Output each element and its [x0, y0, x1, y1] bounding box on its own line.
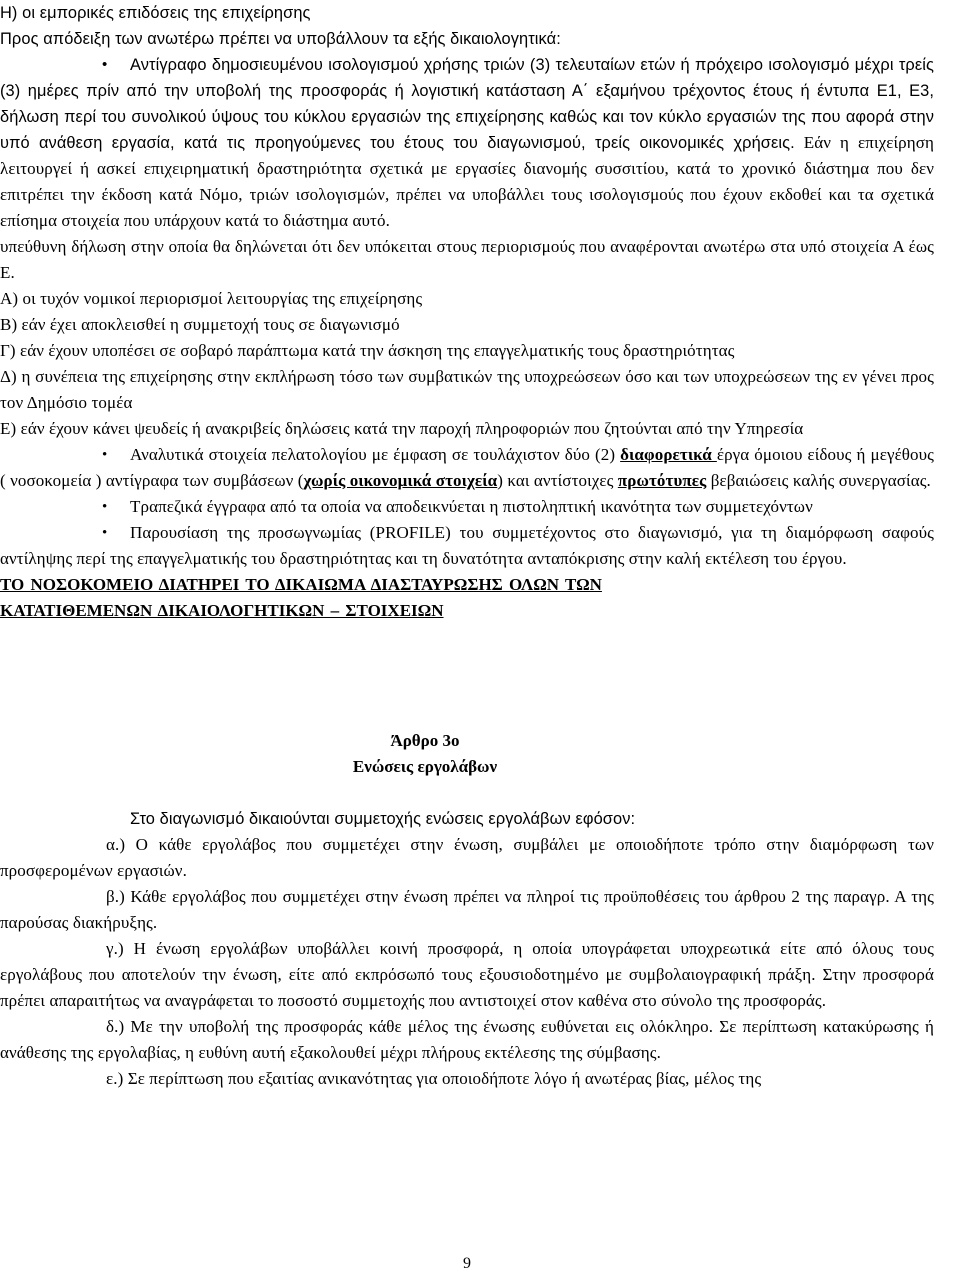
bullet-icon: •: [102, 56, 108, 73]
bullet-clients: [0, 442, 934, 494]
bullet-clients-part3: ) και αντίστοιχες: [497, 471, 618, 490]
article-title: Ενώσεις εργολάβων: [352, 757, 498, 776]
article-number: Άρθρο 3ο: [390, 731, 460, 750]
section-h-intro: Προς απόδειξη των ανωτέρω πρέπει να υποβάλλουν τα εξής δικαιολογητικά:: [0, 30, 561, 48]
bullet-icon: •: [102, 447, 108, 463]
bullet-copy-balance-sheet-cont: Εάν η επιχείρηση λειτουργεί ή ασκεί επιχειρηματική δραστηριότητα σχετικά με εργασίες διανομής συσσιτίου, κατά το χρονικό διάστημα που δεν επιτρέπει την έκδοση κατά Νόμο, τριών ισολογισμών, πρέπει να υποβάλλει τους ισολογισμούς που έχουν εκδοθεί και τα σχετικά επίσημα στοιχεία που υπάρχουν κατά το διάστημα αυτό.: [0, 133, 934, 230]
clause-e: ε.) Σε περίπτωση που εξαιτίας ανικανότητας για οποιοδήποτε λόγο ή ανωτέρας βίας, μέλος της: [106, 1069, 762, 1088]
item-d: Δ) η συνέπεια της επιχείρησης στην εκπλήρωση τόσο των συμβατικών της υποχρεώσεων όσο και των υποχρεώσεων της εν γένει προς τον Δημόσιο τομέα: [0, 367, 934, 412]
declaration-text: υπεύθυνη δήλωση στην οποία θα δηλώνεται ότι δεν υπόκειται στους περιορισμούς που αναφέρονται ανωτέρω στα υπό στοιχεία Α έως Ε.: [0, 237, 934, 282]
clause-d: δ.) Με την υποβολή της προσφοράς κάθε μέλος της ένωσης ευθύνεται εις ολόκληρο. Σε περίπτωση κατακύρωσης ή ανάθεσης της εργολαβίας, η ευθύνη αυτή εξακολουθεί μέχρι πλήρους εκτέλεσης της σύμβασης.: [0, 1017, 934, 1062]
bullet-clients-bold3: πρωτότυπες: [617, 471, 707, 490]
bullet-profile-text: Παρουσίαση της προσωγνωμίας (PROFILE) του συμμετέχοντος στο διαγωνισμό, για τη διαμόρφωση σαφούς αντίληψης περί της επαγγελματικής του δραστηριότητας και τη δυνατότητα ανταπόκρισης στην καλή εκτέλεση του έργου.: [0, 523, 934, 568]
page-number: 9: [463, 1255, 471, 1272]
bullet-clients-part2: έργα όμοιου είδους ή μεγέθους ( νοσοκομεία ) αντίγραφα των συμβάσεων (: [0, 445, 934, 490]
bullet-bank: [0, 494, 934, 520]
spacer: [0, 780, 934, 806]
clause-g: γ.) Η ένωση εργολάβων υποβάλλει κοινή προσφορά, η οποία υπογράφεται υποχρεωτικά είτε από όλους τους εργολάβους που αποτελούν την ένωση, είτε από εκπρόσωπό τους εξουσιοδοτημένο με συμβολαιογραφική πράξη. Στην προσφορά πρέπει απαραιτήτως να αναγράφεται το ποσοστό συμμετοχής που αντιστοιχεί στον καθένα στο σύνολο της προσφοράς.: [0, 939, 934, 1010]
bullet-clients-bold1: διαφορετικά: [620, 445, 717, 464]
item-e: Ε) εάν έχουν κάνει ψευδείς ή ανακριβείς δηλώσεις κατά την παροχή πληροφοριών που ζητούνται από την Υπηρεσία: [0, 419, 804, 438]
bullet-clients-part1: Αναλυτικά στοιχεία πελατολογίου με έμφαση σε τουλάχιστον δύο (2): [130, 445, 621, 464]
bullet-clients-bold2: χωρίς οικονομικά στοιχεία: [303, 471, 498, 490]
section-h-title: Η) οι εμπορικές επιδόσεις της επιχείρησης: [0, 4, 311, 22]
spacer: [0, 624, 934, 728]
bullet-clients-part4: βεβαιώσεις καλής συνεργασίας.: [706, 471, 931, 490]
notice-line-2: ΚΑΤΑΤΙΘΕΜΕΝΩΝ ΔΙΚΑΙΟΛΟΓΗΤΙΚΩΝ – ΣΤΟΙΧΕΙΩΝ: [0, 601, 444, 620]
item-b: Β) εάν έχει αποκλεισθεί η συμμετοχή τους σε διαγωνισμό: [0, 315, 400, 334]
bullet-profile: [0, 520, 934, 572]
bullet-copy-balance-sheet: [0, 52, 934, 234]
bullet-icon: •: [102, 525, 108, 541]
bullet-copy-balance-sheet-text: Αντίγραφο δημοσιευμένου ισολογισμού χρήσης τριών (3) τελευταίων ετών ή πρόχειρο ισολογισμό μέχρι τρείς (3) ημέρες πρίν από την υποβολή της προσφοράς ή λογιστική κατάσταση Α΄ εξαμήνου τρέχοντος έτους ή έντυπα Ε1, Ε3, δήλωση περί του συνολικού ύψους του κύκλου εργασιών της επιχείρησης καθώς και τον κύκλο εργασιών της που αφορά στην υπό ανάθεση εργασία, κατά τις προηγούμενες του έτους του διαγωνισμού, τρείς οικονομικές χρήσεις.: [0, 56, 934, 152]
bullet-bank-text: Τραπεζικά έγγραφα από τα οποία να αποδεικνύεται η πιστοληπτική ικανότητα των συμμετεχόντων: [130, 497, 813, 516]
notice-line-1: ΤΟ ΝΟΣΟΚΟΜΕΙΟ ΔΙΑΤΗΡΕΙ ΤΟ ΔΙΚΑΙΩΜΑ ΔΙΑΣΤΑΥΡΩΣΗΣ ΟΛΩΝ ΤΩΝ: [0, 575, 602, 594]
item-a: Α) οι τυχόν νομικοί περιορισμοί λειτουργίας της επιχείρησης: [0, 289, 423, 308]
clause-a: α.) Ο κάθε εργολάβος που συμμετέχει στην ένωση, συμβάλει με οποιοδήποτε τρόπο στην διαμόρφωση των προσφερομένων εργασιών.: [0, 835, 934, 880]
clause-b: β.) Κάθε εργολάβος που συμμετέχει στην ένωση πρέπει να πληροί τις προϋποθέσεις του άρθρου 2 της παραγρ. Α της παρούσας διακήρυξης.: [0, 887, 934, 932]
item-g: Γ) εάν έχουν υποπέσει σε σοβαρό παράπτωμα κατά την άσκηση της επαγγελματικής τους δραστηριότητας: [0, 341, 735, 360]
bullet-icon: •: [102, 499, 108, 515]
article-intro: Στο διαγωνισμό δικαιούνται συμμετοχής ενώσεις εργολάβων εφόσον:: [130, 810, 636, 828]
